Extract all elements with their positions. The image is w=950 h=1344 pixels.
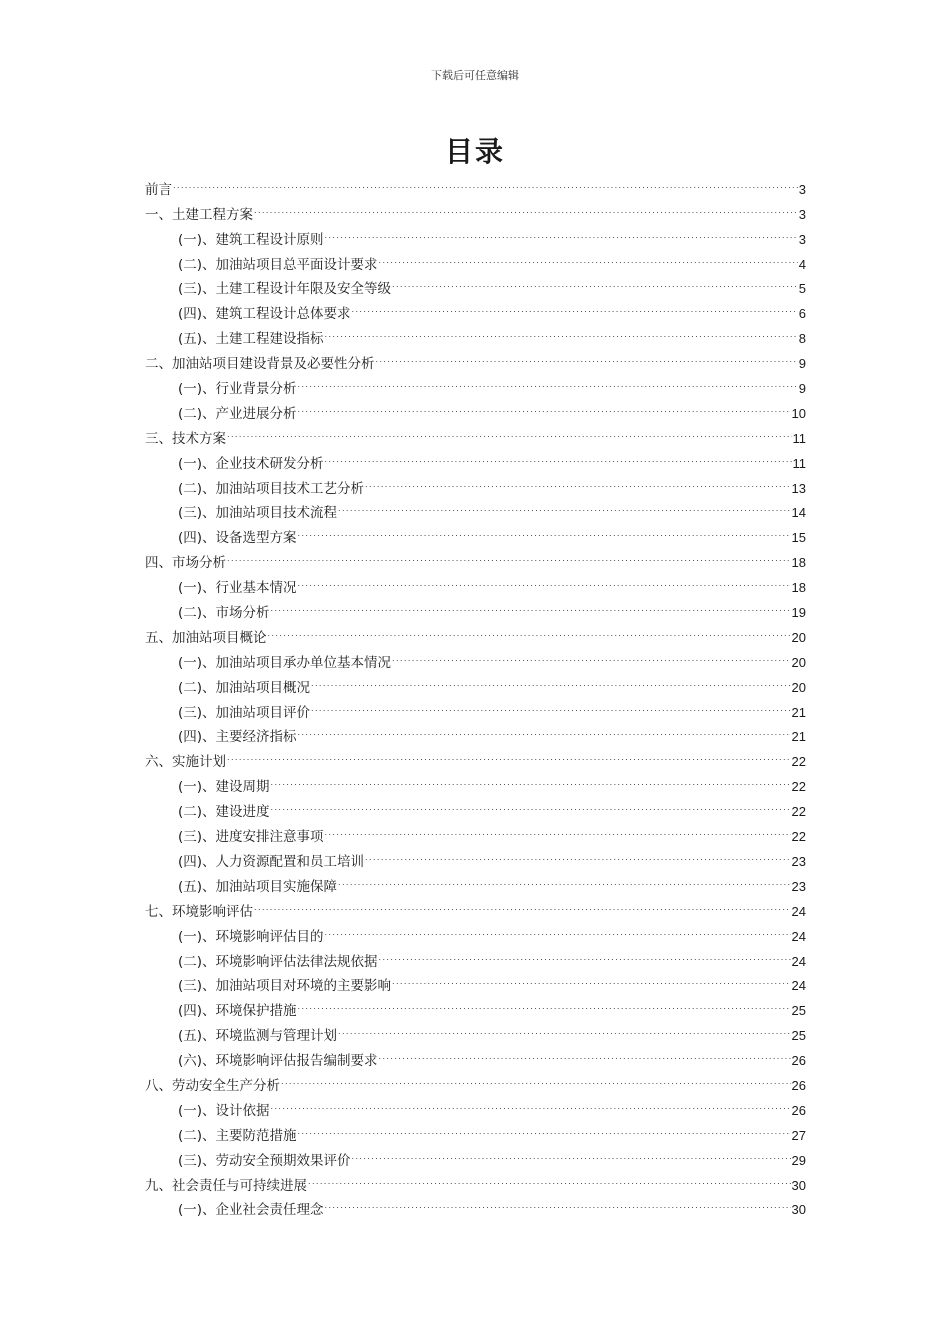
toc-entry-label: 八、劳动安全生产分析 bbox=[145, 1077, 280, 1094]
toc-entry-page-number: 24 bbox=[791, 903, 806, 919]
toc-entry-label: 六、实施计划 bbox=[145, 754, 226, 771]
toc-dot-leader bbox=[379, 949, 791, 967]
toc-dot-leader bbox=[352, 1148, 791, 1166]
toc-entry[interactable] bbox=[145, 995, 806, 1020]
toc-entry-page-number: 9 bbox=[798, 356, 806, 372]
toc-entry[interactable] bbox=[145, 448, 806, 473]
toc-entry-label: 七、环境影响评估 bbox=[145, 903, 253, 920]
toc-entry-page-number: 21 bbox=[791, 729, 806, 745]
toc-entry[interactable] bbox=[145, 199, 806, 224]
toc-entry-page-number: 18 bbox=[791, 580, 806, 596]
toc-dot-leader bbox=[376, 351, 798, 369]
toc-entry-label: (四)、主要经济指标 bbox=[178, 729, 297, 746]
toc-entry[interactable] bbox=[145, 622, 806, 647]
toc-entry-label: (一)、行业背景分析 bbox=[178, 381, 297, 398]
toc-entry-page-number: 20 bbox=[791, 679, 806, 695]
toc-entry-page-number: 20 bbox=[791, 629, 806, 645]
toc-entry[interactable] bbox=[145, 373, 806, 398]
toc-entry-label: 三、技术方案 bbox=[145, 430, 226, 447]
toc-dot-leader bbox=[325, 451, 792, 469]
toc-entry[interactable] bbox=[145, 572, 806, 597]
toc-entry-label: (三)、加油站项目对环境的主要影响 bbox=[178, 978, 392, 995]
toc-dot-leader bbox=[311, 675, 790, 693]
toc-dot-leader bbox=[338, 874, 790, 892]
toc-entry-label: (四)、环境保护措施 bbox=[178, 1003, 297, 1020]
toc-entry-page-number: 26 bbox=[791, 1102, 806, 1118]
toc-entry[interactable] bbox=[145, 1170, 806, 1195]
toc-dot-leader bbox=[379, 252, 798, 270]
toc-dot-leader bbox=[227, 749, 791, 767]
toc-entry-page-number: 6 bbox=[798, 306, 806, 322]
header-note: 下载后可任意编辑 bbox=[431, 69, 519, 82]
toc-entry-label: (二)、主要防范措施 bbox=[178, 1127, 297, 1144]
toc-entry-label: 五、加油站项目概论 bbox=[145, 629, 267, 646]
toc-entry-page-number: 15 bbox=[791, 530, 806, 546]
toc-entry-label: (一)、建设周期 bbox=[178, 779, 270, 796]
toc-dot-leader bbox=[338, 500, 790, 518]
toc-entry-page-number: 3 bbox=[798, 231, 806, 247]
toc-entry-page-number: 10 bbox=[791, 405, 806, 421]
toc-dot-leader bbox=[254, 202, 798, 220]
toc-entry[interactable] bbox=[145, 647, 806, 672]
toc-entry-page-number: 20 bbox=[791, 654, 806, 670]
toc-dot-leader bbox=[352, 301, 798, 319]
toc-entry-label: (三)、加油站项目评价 bbox=[178, 704, 311, 721]
toc-entry-label: (一)、设计依据 bbox=[178, 1102, 270, 1119]
toc-entry[interactable] bbox=[145, 971, 806, 996]
toc-dot-leader bbox=[392, 650, 790, 668]
toc-entry[interactable] bbox=[145, 522, 806, 547]
toc-entry-page-number: 29 bbox=[791, 1152, 806, 1168]
toc-entry-page-number: 25 bbox=[791, 1003, 806, 1019]
toc-entry-page-number: 23 bbox=[791, 853, 806, 869]
toc-entry[interactable] bbox=[145, 597, 806, 622]
toc-dot-leader bbox=[173, 177, 798, 195]
toc-dot-leader bbox=[227, 426, 792, 444]
toc-entry[interactable] bbox=[145, 224, 806, 249]
toc-entry[interactable] bbox=[145, 1095, 806, 1120]
toc-entry[interactable] bbox=[145, 1195, 806, 1220]
toc-dot-leader bbox=[298, 724, 791, 742]
toc-entry-label: (一)、企业社会责任理念 bbox=[178, 1202, 324, 1219]
toc-dot-leader bbox=[271, 600, 791, 618]
toc-entry-page-number: 5 bbox=[798, 281, 806, 297]
toc-entry-label: (二)、产业进展分析 bbox=[178, 405, 297, 422]
toc-entry[interactable] bbox=[145, 547, 806, 572]
toc-dot-leader bbox=[325, 326, 798, 344]
toc-dot-leader bbox=[365, 476, 790, 494]
toc-entry[interactable] bbox=[145, 274, 806, 299]
toc-entry-page-number: 24 bbox=[791, 978, 806, 994]
toc-dot-leader bbox=[271, 774, 791, 792]
toc-entry[interactable] bbox=[145, 871, 806, 896]
toc-entry-page-number: 22 bbox=[791, 779, 806, 795]
toc-dot-leader bbox=[308, 1173, 791, 1191]
toc-entry[interactable] bbox=[145, 1045, 806, 1070]
toc-entry-label: (六)、环境影响评估报告编制要求 bbox=[178, 1053, 378, 1070]
toc-entry[interactable] bbox=[145, 1120, 806, 1145]
toc-entry[interactable] bbox=[145, 423, 806, 448]
toc-entry[interactable] bbox=[145, 498, 806, 523]
toc-entry-label: (三)、进度安排注意事项 bbox=[178, 829, 324, 846]
toc-dot-leader bbox=[325, 227, 798, 245]
toc-entry-page-number: 26 bbox=[791, 1077, 806, 1093]
toc-dot-leader bbox=[298, 575, 791, 593]
toc-entry-label: 前言 bbox=[145, 181, 172, 198]
toc-entry-page-number: 3 bbox=[798, 181, 806, 197]
toc-entry-label: 九、社会责任与可持续进展 bbox=[145, 1177, 307, 1194]
toc-entry-page-number: 4 bbox=[798, 256, 806, 272]
toc-entry-label: (四)、设备选型方案 bbox=[178, 530, 297, 547]
toc-entry-page-number: 9 bbox=[798, 381, 806, 397]
page-title: 目录 bbox=[444, 135, 505, 168]
toc-entry-page-number: 22 bbox=[791, 804, 806, 820]
toc-entry[interactable] bbox=[145, 473, 806, 498]
toc-entry-page-number: 8 bbox=[798, 331, 806, 347]
toc-dot-leader bbox=[338, 1023, 790, 1041]
toc-entry[interactable] bbox=[145, 697, 806, 722]
toc-entry[interactable] bbox=[145, 298, 806, 323]
toc-entry-page-number: 23 bbox=[791, 878, 806, 894]
toc-entry[interactable] bbox=[145, 672, 806, 697]
toc-dot-leader bbox=[271, 799, 791, 817]
toc-entry-page-number: 3 bbox=[798, 206, 806, 222]
toc-dot-leader bbox=[298, 998, 791, 1016]
toc-entry-label: 四、市场分析 bbox=[145, 555, 226, 572]
toc-entry-label: (四)、人力资源配置和员工培训 bbox=[178, 853, 365, 870]
toc-entry-label: (一)、建筑工程设计原则 bbox=[178, 231, 324, 248]
toc-entry[interactable] bbox=[145, 722, 806, 747]
toc-entry-label: (三)、劳动安全预期效果评价 bbox=[178, 1152, 351, 1169]
toc-entry-page-number: 26 bbox=[791, 1053, 806, 1069]
toc-entry[interactable] bbox=[145, 174, 806, 199]
toc-entry[interactable] bbox=[145, 1145, 806, 1170]
toc-dot-leader bbox=[325, 1197, 791, 1215]
toc-dot-leader bbox=[298, 376, 798, 394]
toc-dot-leader bbox=[254, 899, 791, 917]
toc-entry[interactable] bbox=[145, 896, 806, 921]
table-of-contents bbox=[145, 174, 806, 1219]
toc-entry[interactable] bbox=[145, 1020, 806, 1045]
toc-dot-leader bbox=[281, 1073, 791, 1091]
toc-entry[interactable] bbox=[145, 796, 806, 821]
toc-entry-label: (一)、加油站项目承办单位基本情况 bbox=[178, 654, 392, 671]
toc-entry-label: 二、加油站项目建设背景及必要性分析 bbox=[145, 356, 375, 373]
toc-entry-label: (五)、环境监测与管理计划 bbox=[178, 1028, 338, 1045]
toc-entry-label: 一、土建工程方案 bbox=[145, 206, 253, 223]
toc-entry-page-number: 11 bbox=[792, 430, 806, 446]
toc-dot-leader bbox=[298, 525, 791, 543]
toc-entry-page-number: 13 bbox=[791, 480, 806, 496]
toc-dot-leader bbox=[268, 625, 791, 643]
toc-entry-page-number: 30 bbox=[791, 1202, 806, 1218]
toc-entry-label: (一)、企业技术研发分析 bbox=[178, 455, 324, 472]
toc-entry[interactable] bbox=[145, 921, 806, 946]
toc-entry-page-number: 11 bbox=[792, 455, 806, 471]
toc-entry[interactable] bbox=[145, 821, 806, 846]
toc-dot-leader bbox=[365, 849, 790, 867]
toc-entry-page-number: 24 bbox=[791, 953, 806, 969]
toc-dot-leader bbox=[392, 973, 790, 991]
toc-entry-page-number: 22 bbox=[791, 829, 806, 845]
toc-entry-page-number: 22 bbox=[791, 754, 806, 770]
toc-entry-label: (二)、加油站项目技术工艺分析 bbox=[178, 480, 365, 497]
toc-entry-page-number: 19 bbox=[791, 605, 806, 621]
toc-entry-label: (二)、加油站项目总平面设计要求 bbox=[178, 256, 378, 273]
toc-dot-leader bbox=[227, 550, 791, 568]
toc-entry[interactable] bbox=[145, 846, 806, 871]
toc-entry-label: (二)、加油站项目概况 bbox=[178, 679, 311, 696]
toc-dot-leader bbox=[392, 276, 798, 294]
toc-entry[interactable] bbox=[145, 771, 806, 796]
toc-entry-label: (一)、环境影响评估目的 bbox=[178, 928, 324, 945]
toc-entry[interactable] bbox=[145, 348, 806, 373]
toc-entry-label: (五)、土建工程建设指标 bbox=[178, 331, 324, 348]
toc-dot-leader bbox=[379, 1048, 791, 1066]
toc-entry-page-number: 21 bbox=[791, 704, 806, 720]
toc-dot-leader bbox=[311, 700, 790, 718]
toc-dot-leader bbox=[325, 924, 791, 942]
toc-entry-page-number: 27 bbox=[791, 1127, 806, 1143]
toc-entry-label: (五)、加油站项目实施保障 bbox=[178, 878, 338, 895]
toc-entry-page-number: 25 bbox=[791, 1028, 806, 1044]
toc-entry-page-number: 18 bbox=[791, 555, 806, 571]
toc-entry-page-number: 30 bbox=[791, 1177, 806, 1193]
toc-entry[interactable] bbox=[145, 746, 806, 771]
toc-entry[interactable] bbox=[145, 946, 806, 971]
toc-dot-leader bbox=[298, 401, 791, 419]
toc-entry-label: (一)、行业基本情况 bbox=[178, 580, 297, 597]
toc-entry-label: (三)、加油站项目技术流程 bbox=[178, 505, 338, 522]
toc-dot-leader bbox=[271, 1098, 791, 1116]
toc-entry-label: (二)、市场分析 bbox=[178, 605, 270, 622]
toc-entry-page-number: 14 bbox=[791, 505, 806, 521]
toc-entry[interactable] bbox=[145, 1070, 806, 1095]
toc-entry[interactable] bbox=[145, 398, 806, 423]
toc-entry-label: (二)、环境影响评估法律法规依据 bbox=[178, 953, 378, 970]
toc-entry-label: (二)、建设进度 bbox=[178, 804, 270, 821]
toc-dot-leader bbox=[298, 1123, 791, 1141]
toc-entry-page-number: 24 bbox=[791, 928, 806, 944]
toc-entry[interactable] bbox=[145, 249, 806, 274]
toc-entry[interactable] bbox=[145, 323, 806, 348]
toc-dot-leader bbox=[325, 824, 791, 842]
toc-entry-label: (三)、土建工程设计年限及安全等级 bbox=[178, 281, 392, 298]
toc-entry-label: (四)、建筑工程设计总体要求 bbox=[178, 306, 351, 323]
